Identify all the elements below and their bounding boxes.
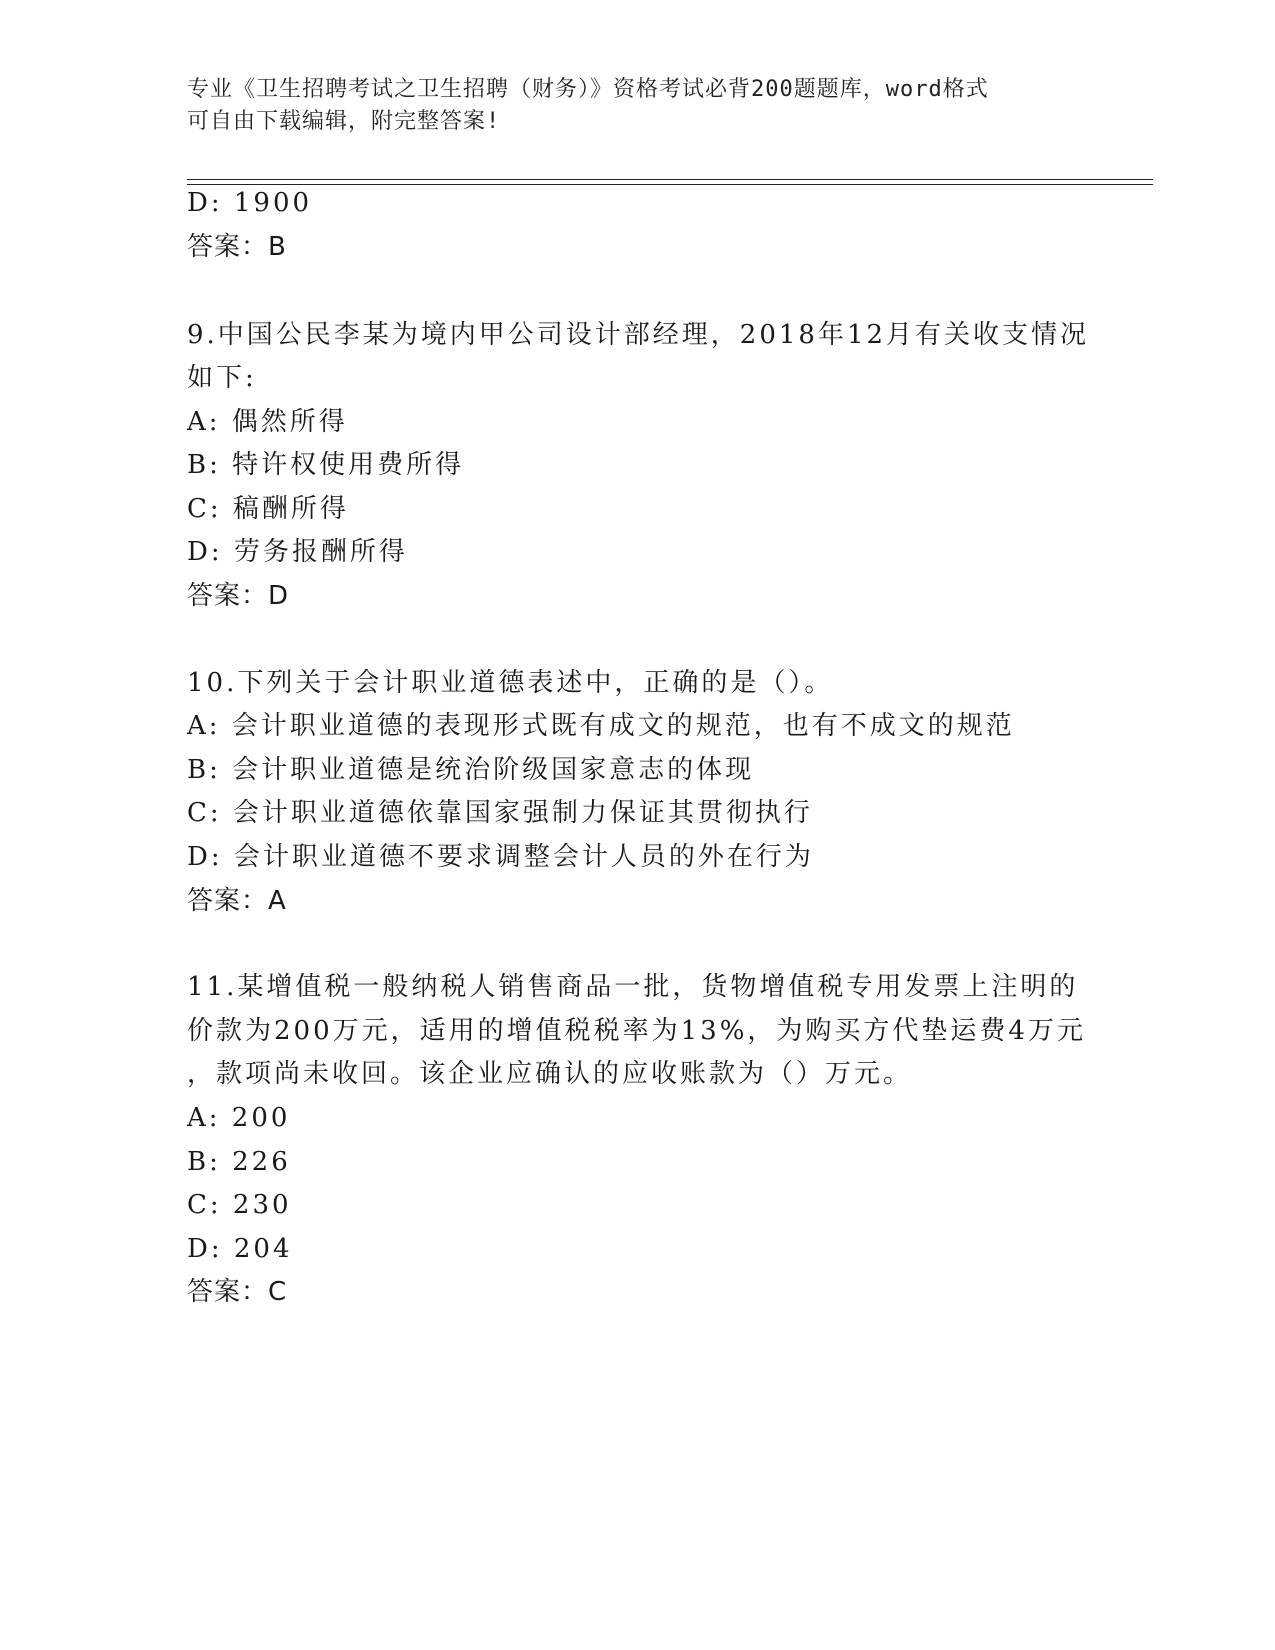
option-a: A: 偶然所得 (187, 407, 348, 437)
option-d: D: 劳务报酬所得 (187, 537, 408, 567)
option-b: B: 特许权使用费所得 (187, 450, 465, 480)
answer-label: 答案：C (187, 1277, 288, 1307)
option-c: C: 230 (187, 1190, 292, 1220)
option-a: A: 会计职业道德的表现形式既有成文的规范，也有不成文的规范 (187, 711, 1015, 741)
question-stem: 9.中国公民李某为境内甲公司设计部经理，2018年12月有关收支情况 (187, 320, 1090, 350)
answer-label: 答案：B (187, 232, 287, 262)
option-d: D: 会计职业道德不要求调整会计人员的外在行为 (187, 842, 814, 872)
option-c: C: 稿酬所得 (187, 494, 349, 524)
question-stem-continued: 价款为200万元，适用的增值税税率为13%，为购买方代垫运费4万元 (187, 1016, 1086, 1046)
answer-label: 答案：D (187, 581, 290, 611)
question-stem: 11.某增值税一般纳税人销售商品一批，货物增值税专用发票上注明的 (187, 972, 1079, 1002)
header-divider (187, 179, 1153, 180)
question-stem: 10.下列关于会计职业道德表述中，正确的是（）。 (187, 668, 834, 698)
option-b: B: 会计职业道德是统治阶级国家意志的体现 (187, 755, 755, 785)
answer-label: 答案：A (187, 886, 287, 916)
option-b: B: 226 (187, 1147, 291, 1177)
question-stem-continued: 如下: (187, 363, 257, 393)
header-line-1: 专业《卫生招聘考试之卫生招聘（财务）》资格考试必背200题题库，word格式 (187, 77, 989, 102)
question-stem-continued: ，款项尚未收回。该企业应确认的应收账款为（）万元。 (187, 1059, 913, 1089)
option-a: A: 200 (187, 1103, 291, 1133)
option-c: C: 会计职业道德依靠国家强制力保证其贯彻执行 (187, 798, 813, 828)
option-d: D: 1900 (187, 188, 313, 218)
option-d: D: 204 (187, 1234, 293, 1264)
header-divider-secondary (187, 184, 1153, 185)
document-header (187, 74, 1087, 138)
header-line-2: 可自由下载编辑，附完整答案! (187, 109, 501, 134)
